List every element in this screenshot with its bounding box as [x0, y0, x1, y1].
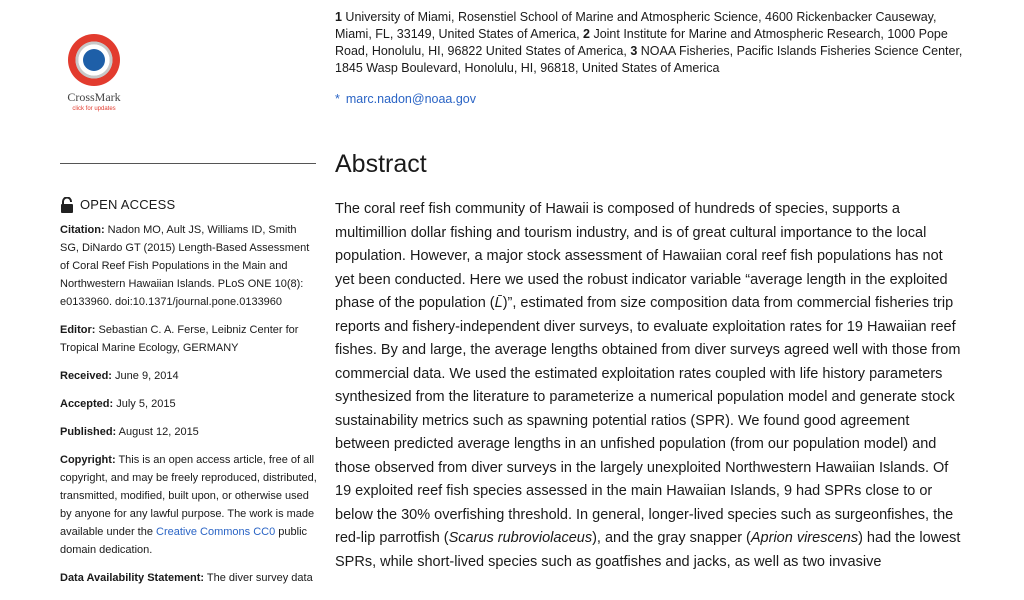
- affiliation-number-3: 3: [630, 44, 638, 58]
- affiliation-2: Joint Institute for Marine and Atmospheric Research, 1000 Pope Road, Honolulu, HI, 96822 United States of America,: [335, 27, 948, 58]
- editor-text: Sebastian C. A. Ferse, Leibniz Center for Tropical Marine Ecology, GERMANY: [60, 324, 299, 354]
- accepted-block: [60, 395, 318, 413]
- corresponding-email-row: [335, 92, 476, 106]
- editor-label: Editor:: [60, 324, 96, 336]
- affiliation-number-2: 2: [583, 27, 590, 41]
- copyright-label: Copyright:: [60, 454, 116, 466]
- sidebar-divider: [60, 163, 316, 164]
- citation-text: Nadon MO, Ault JS, Williams ID, Smith SG, DiNardo GT (2015) Length-Based Assessment of Coral Reef Fish Populations in the Main and Northwestern Hawaiian Islands. PLoS ONE 10(8): e0133960. doi:10.1371/journal.pone.0133960: [60, 224, 310, 308]
- cc0-license-link[interactable]: Creative Commons CC0: [156, 526, 276, 538]
- received-date: June 9, 2014: [111, 370, 179, 382]
- open-access-label: OPEN ACCESS: [80, 197, 176, 212]
- abstract-body: [335, 198, 961, 574]
- abstract-text-4: ) had the lowest SPRs, while short-lived species such as goatfishes and jacks, as well as two invasive: [335, 530, 961, 570]
- open-lock-icon: [60, 197, 74, 213]
- citation-label: Citation:: [60, 224, 105, 236]
- editor-block: [60, 321, 318, 357]
- published-block: [60, 423, 318, 441]
- data-availability-label: Data Availability Statement:: [60, 572, 205, 584]
- crossmark-badge[interactable]: [56, 34, 132, 112]
- copyright-text-end: public domain dedication.: [60, 526, 308, 556]
- copyright-block: [60, 451, 318, 559]
- published-date: August 12, 2015: [116, 426, 199, 438]
- data-availability-text: The diver survey data: [204, 572, 313, 584]
- affiliation-1: University of Miami, Rosenstiel School of Marine and Atmospheric Science, 4600 Rickenbacker Causeway, Miami, FL, 33149, United States of America,: [335, 10, 937, 41]
- species-name-2: Aprion virescens: [750, 530, 859, 546]
- published-label: Published:: [60, 426, 117, 438]
- citation-block: [60, 221, 318, 311]
- received-block: [60, 367, 318, 385]
- author-affiliations: [335, 9, 975, 77]
- abstract-text-3: ), and the gray snapper (: [592, 530, 751, 546]
- data-availability-block: [60, 569, 318, 587]
- crossmark-subtitle: click for updates: [72, 106, 116, 112]
- affiliation-3: NOAA Fisheries, Pacific Islands Fisheries Science Center, 1845 Wasp Boulevard, Honolulu, HI, 96818, United States of America: [335, 44, 963, 75]
- species-name-1: Scarus rubroviolaceus: [448, 530, 593, 546]
- article-info-sidebar: [60, 196, 318, 597]
- accepted-label: Accepted:: [60, 398, 114, 410]
- abstract-text-1: The coral reef fish community of Hawaii is composed of hundreds of species, supports a multimillion dollar fishing and tourism industry, and is of great cultural importance to the local population. However, a major stock assessment of Hawaiian coral reef fish populations has not yet been conducted. Here we used the robust indicator variable “average length in the exploited phase of the population (: [335, 201, 948, 311]
- abstract-heading: Abstract: [335, 150, 427, 178]
- crossmark-title: CrossMark: [67, 90, 121, 104]
- received-label: Received:: [60, 370, 112, 382]
- affiliation-number-1: 1: [335, 10, 342, 24]
- abstract-paragraph: [335, 198, 961, 574]
- open-access-row: [60, 196, 318, 214]
- accepted-date: July 5, 2015: [113, 398, 176, 410]
- average-length-symbol: L̄: [494, 295, 503, 311]
- crossmark-icon: [68, 34, 120, 86]
- copyright-text: This is an open access article, free of all copyright, and may be freely reproduced, distributed, transmitted, modified, built upon, or otherwise used by anyone for any lawful purpose. The work is made available under the: [60, 454, 317, 538]
- corresponding-email-link[interactable]: marc.nadon@noaa.gov: [345, 92, 477, 106]
- corresponding-star: *: [335, 92, 340, 106]
- abstract-text-2: )”, estimated from size composition data from commercial fisheries trip reports and fishery-independent diver surveys, to evaluate exploitation rates for 19 Hawaiian reef fishes. By and large, the average lengths obtained from diver surveys agreed well with those from commercial data. We used the estimated exploitation rates coupled with life history parameters synthesized from the literature to parameterize a numerical population model and generate stock sustainability metrics such as spawning potential ratios (SPR). We found good agreement between predicted average lengths in an unfished population (from our population model) and those observed from diver surveys in the largely unexploited Northwestern Hawaiian Islands. Of 19 exploited reef fish species assessed in the main Hawaiian Islands, 9 had SPRs close to or below the 30% overfishing threshold. In general, longer-lived species such as surgeonfishes, the red-lip parrotfish (: [335, 295, 961, 546]
